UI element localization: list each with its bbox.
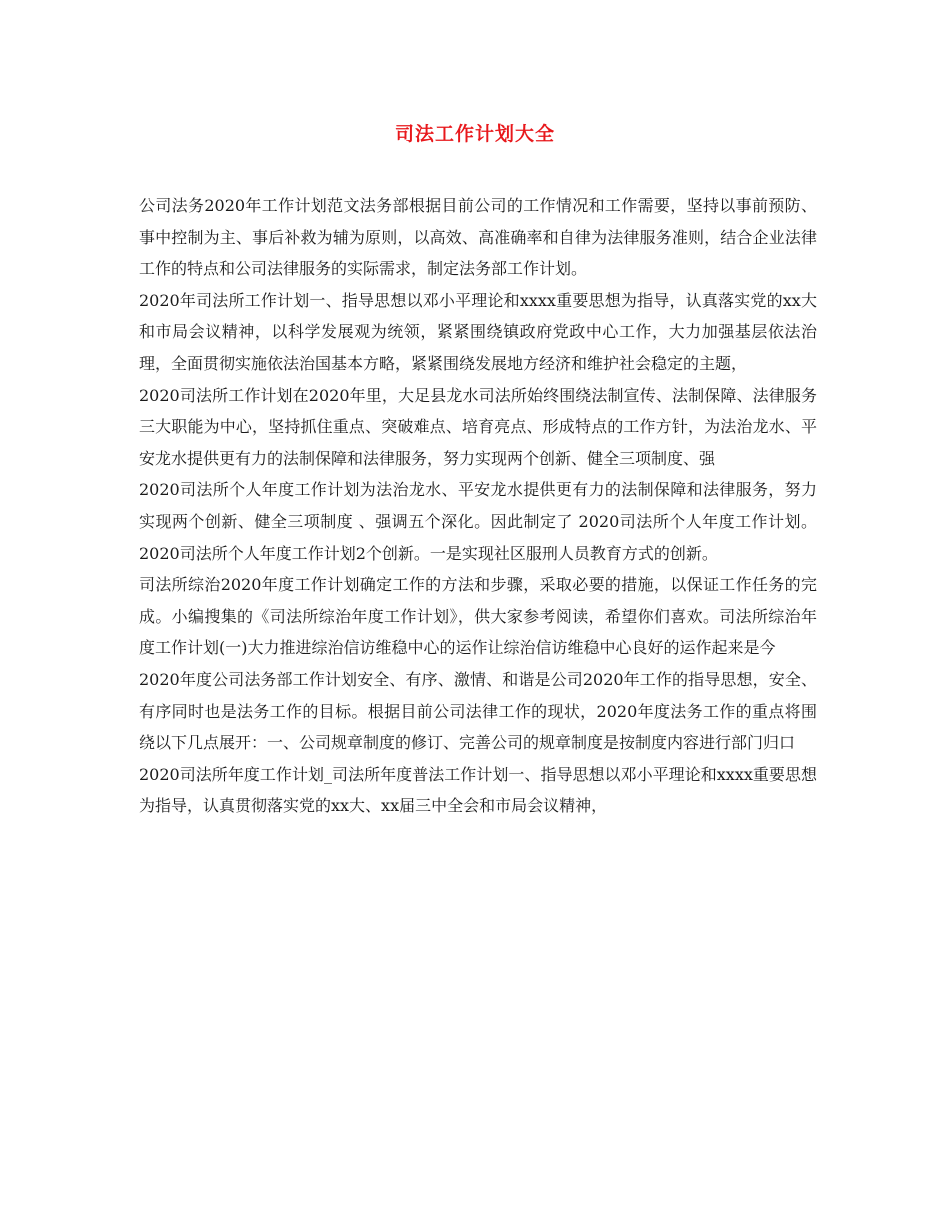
paragraph-2: 2020年司法所工作计划一、指导思想以邓小平理论和xxxx重要思想为指导，认真落实党的xx大和市局会议精神，以科学发展观为统领，紧紧围绕镇政府党政中心工作，大力加强基层依法治理，全面贯彻实施依法治国基本方略，紧紧围绕发展地方经济和维护社会稳定的主题， — [139, 290, 817, 373]
paragraph-4: 2020司法所个人年度工作计划为法治龙水、平安龙水提供更有力的法制保障和法律服务，努力实现两个创新、健全三项制度 、强调五个深化。因此制定了 2020司法所个人年度工作计划。2020司法所个人年度工作计划2个创新。一是实现社区服刑人员教育方式的创新。 — [139, 480, 817, 563]
document-title: 司法工作计划大全 — [394, 123, 555, 145]
paragraph-5: 司法所综治2020年度工作计划确定工作的方法和步骤，采取必要的措施，以保证工作任务的完成。小编搜集的《司法所综治年度工作计划》，供大家参考阅读，希望你们喜欢。司法所综治年度工作计划(一)大力推进综治信访维稳中心的运作让综治信访维稳中心良好的运作起来是今 — [139, 575, 817, 658]
paragraph-6: 2020年度公司法务部工作计划安全、有序、激情、和谐是公司2020年工作的指导思想，安全、有序同时也是法务工作的目标。根据目前公司法律工作的现状，2020年度法务工作的重点将围绕以下几点展开：一、公司规章制度的修订、完善公司的规章制度是按制度内容进行部门归口 — [139, 669, 817, 753]
paragraph-1: 公司法务2020年工作计划范文法务部根据目前公司的工作情况和工作需要，坚持以事前预防、事中控制为主、事后补救为辅为原则，以高效、高准确率和自律为法律服务准则，结合企业法律工作的特点和公司法律服务的实际需求，制定法务部工作计划。 — [139, 196, 817, 279]
paragraph-3: 2020司法所工作计划在2020年里，大足县龙水司法所始终围绕法制宣传、法制保障、法律服务三大职能为中心，坚持抓住重点、突破难点、培育亮点、形成特点的工作方针，为法治龙水、平安龙水提供更有力的法制保障和法律服务，努力实现两个创新、健全三项制度、强 — [139, 385, 817, 468]
paragraph-7: 2020司法所年度工作计划_司法所年度普法工作计划一、指导思想以邓小平理论和xxxx重要思想为指导，认真贯彻落实党的xx大、xx届三中全会和市局会议精神， — [139, 764, 817, 816]
document-body — [139, 190, 817, 822]
